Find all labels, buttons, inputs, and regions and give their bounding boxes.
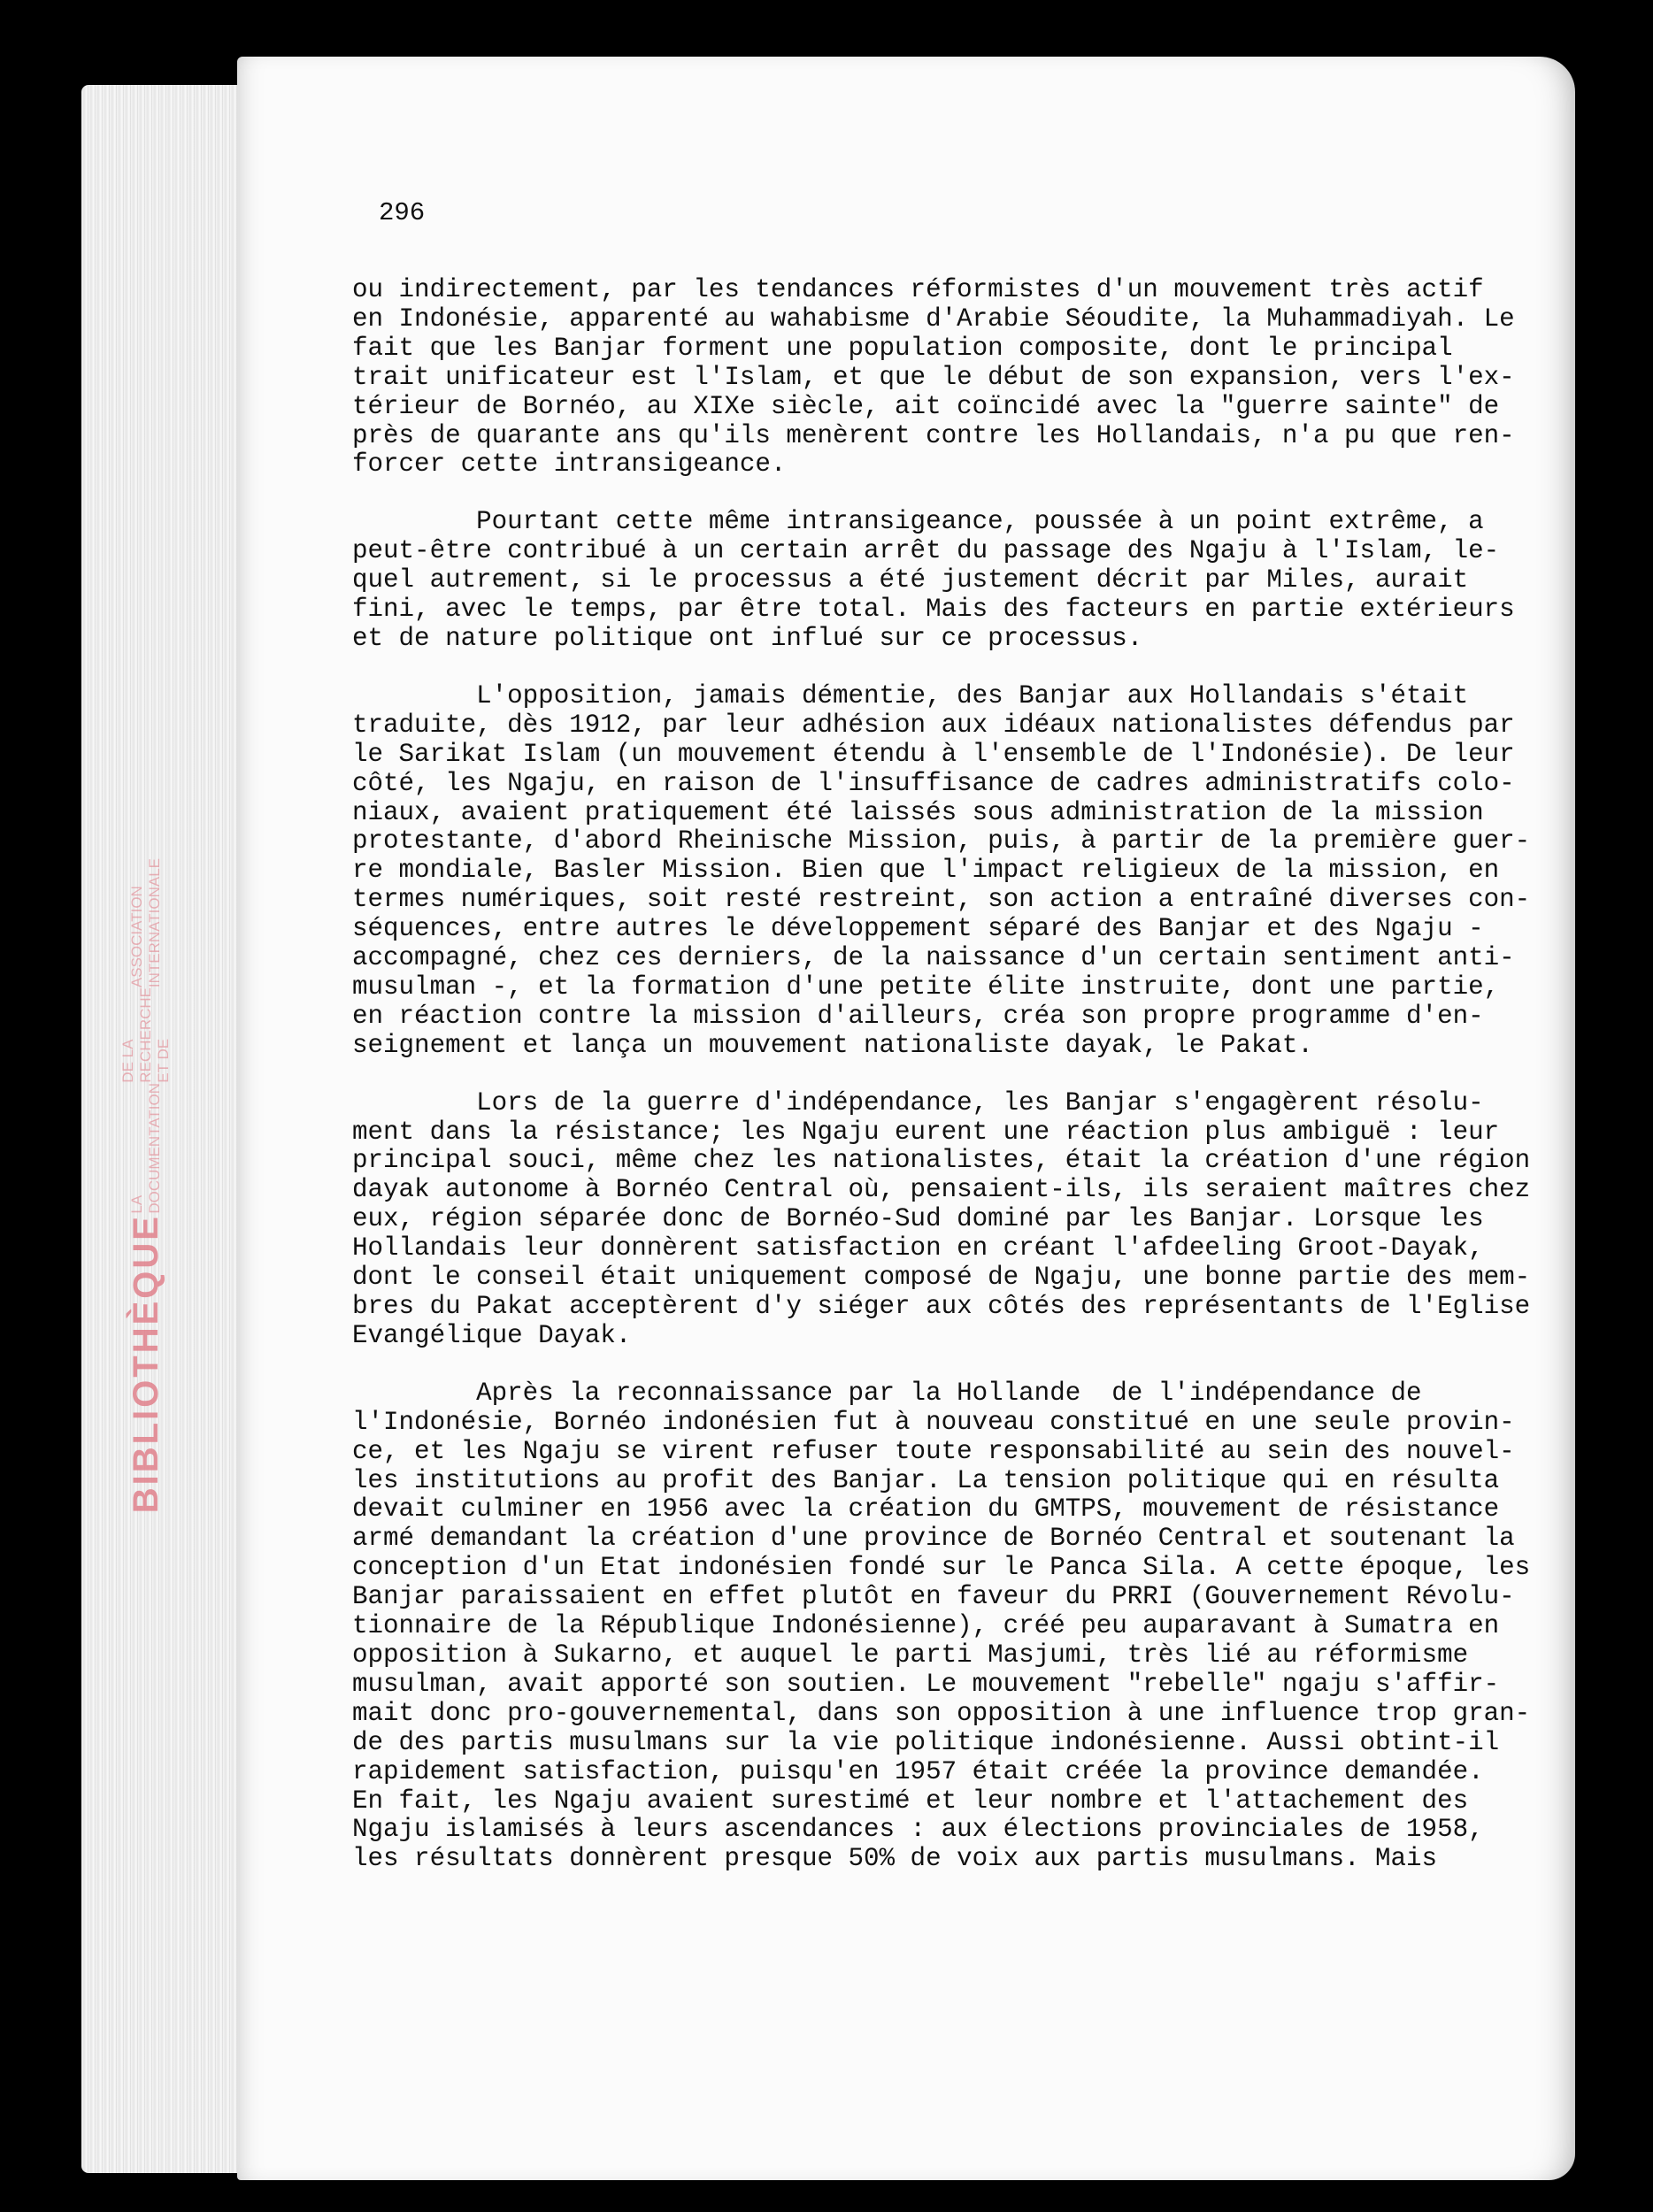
text-line: re mondiale, Basler Mission. Bien que l'impact religieux de la mission, en <box>352 856 1500 886</box>
text-line: Banjar paraissaient en effet plutôt en faveur du PRRI (Gouvernement Révolu- <box>352 1582 1515 1612</box>
stamp-subtext-line: LA DOCUMENTATION <box>128 1082 163 1214</box>
text-line: en Indonésie, apparenté au wahabisme d'Arabie Séoudite, la Muhammadiyah. Le <box>352 303 1515 334</box>
text-line: accompagné, chez ces derniers, de la naissance d'un certain sentiment anti- <box>352 943 1515 973</box>
text-line: En fait, les Ngaju avaient surestimé et leur nombre et l'attachement des <box>352 1786 1469 1816</box>
text-line: seignement et lança un mouvement nationaliste dayak, le Pakat. <box>352 1030 1313 1060</box>
text-line: eux, région séparée donc de Bornéo-Sud dominé par les Banjar. Lorsque les <box>352 1204 1484 1234</box>
paragraph <box>352 680 1531 1061</box>
text-line: protestante, d'abord Rheinische Mission, puis, à partir de la première guer- <box>352 826 1531 856</box>
text-line: Ngaju islamisés à leurs ascendances : aux élections provinciales de 1958, <box>352 1815 1484 1845</box>
text-line: tionnaire de la République Indonésienne), créé peu auparavant à Sumatra en <box>352 1611 1500 1641</box>
text-line: les résultats donnèrent presque 50% de voix aux partis musulmans. Mais <box>352 1844 1438 1874</box>
text-line: ment dans la résistance; les Ngaju eurent une réaction plus ambiguë : leur <box>352 1117 1500 1147</box>
text-line: trait unificateur est l'Islam, et que le début de son expansion, vers l'ex- <box>352 362 1515 392</box>
text-line: de des partis musulmans sur la vie politique indonésienne. Aussi obtint-il <box>352 1727 1500 1757</box>
text-line: Lors de la guerre d'indépendance, les Banjar s'engagèrent résolu- <box>352 1087 1484 1118</box>
text-line: opposition à Sukarno, et auquel le parti Masjumi, très lié au réformisme <box>352 1640 1469 1670</box>
text-line: mait donc pro-gouvernemental, dans son opposition à une influence trop gran- <box>352 1698 1531 1728</box>
text-line: près de quarante ans qu'ils menèrent contre les Hollandais, n'a pu que ren- <box>352 420 1515 450</box>
text-line: peut-être contribué à un certain arrêt du passage des Ngaju à l'Islam, le- <box>352 536 1500 566</box>
body-text <box>352 275 1531 1874</box>
page-number: 296 <box>379 198 426 227</box>
text-line: conception d'un Etat indonésien fondé sur le Panca Sila. A cette époque, les <box>352 1553 1531 1583</box>
stamp-subtext-line: DE LA RECHERCHE ET DE <box>119 987 172 1083</box>
text-line: dont le conseil était uniquement composé de Ngaju, une bonne partie des mem- <box>352 1263 1531 1293</box>
text-line: et de nature politique ont influé sur ce processus. <box>352 623 1143 653</box>
text-line: devait culminer en 1956 avec la création du GMTPS, mouvement de résistance <box>352 1494 1500 1525</box>
text-line: fait que les Banjar forment une population composite, dont le principal <box>352 333 1453 363</box>
paragraph <box>352 507 1515 654</box>
paragraph <box>352 275 1515 480</box>
text-line: bres du Pakat acceptèrent d'y siéger aux côtés des représentants de l'Eglise <box>352 1292 1531 1321</box>
text-line: ce, et les Ngaju se virent refuser toute responsabilité au sein des nouvel- <box>352 1436 1515 1466</box>
text-line: armé demandant la création d'une province de Bornéo Central et soutenant la <box>352 1524 1515 1554</box>
stamp-text: BIBLIOTHÈQUE <box>126 1213 165 1513</box>
text-line: traduite, dès 1912, par leur adhésion aux idéaux nationalistes défendus par <box>352 710 1515 740</box>
text-line: principal souci, même chez les nationalistes, était la création d'une région <box>352 1146 1531 1176</box>
text-line: l'Indonésie, Bornéo indonésien fut à nouveau constitué en une seule provin- <box>352 1407 1515 1437</box>
text-line: fini, avec le temps, par être total. Mais des facteurs en partie extérieurs <box>352 595 1515 625</box>
text-line: côté, les Ngaju, en raison de l'insuffisance de cadres administratifs colo- <box>352 768 1515 798</box>
stamp-subtext-line: ASSOCIATION INTERNATIONALE <box>128 858 163 988</box>
paragraph-gap <box>352 1061 1471 1089</box>
text-line: térieur de Bornéo, au XIXe siècle, ait coïncidé avec la "guerre sainte" de <box>352 391 1500 421</box>
text-line: dayak autonome à Bornéo Central où, pensaient-ils, ils seraient maîtres chez <box>352 1175 1531 1205</box>
text-line: termes numériques, soit resté restreint, son action a entraîné diverses con- <box>352 885 1531 915</box>
text-line: séquences, entre autres le développement séparé des Banjar et des Ngaju - <box>352 914 1484 944</box>
paragraph-gap <box>352 654 1471 682</box>
text-line: niaux, avaient pratiquement été laissés sous administration de la mission <box>352 797 1484 827</box>
text-line: musulman -, et la formation d'une petite élite instruite, dont une partie, <box>352 972 1500 1002</box>
text-line: musulman, avait apporté son soutien. Le mouvement "rebelle" ngaju s'affir- <box>352 1669 1500 1699</box>
text-line: Hollandais leur donnèrent satisfaction en créant l'afdeeling Groot-Dayak, <box>352 1233 1484 1263</box>
text-line: forcer cette intransigeance. <box>352 449 787 480</box>
paragraph <box>352 1378 1531 1874</box>
text-line: les institutions au profit des Banjar. La tension politique qui en résulta <box>352 1465 1500 1495</box>
text-line: ou indirectement, par les tendances réformistes d'un mouvement très actif <box>352 275 1484 304</box>
text-line: en réaction contre la mission d'ailleurs, créa son propre programme d'en- <box>352 1001 1484 1031</box>
text-line: rapidement satisfaction, puisqu'en 1957 était créée la province demandée. <box>352 1756 1484 1786</box>
paragraph <box>352 1087 1531 1351</box>
text-line: Pourtant cette même intransigeance, poussée à un point extrême, a <box>352 507 1484 537</box>
text-line: L'opposition, jamais démentie, des Banjar aux Hollandais s'était <box>352 680 1469 710</box>
text-line: Après la reconnaissance par la Hollande de l'indépendance de <box>352 1378 1422 1408</box>
paragraph-gap <box>352 1351 1471 1379</box>
paragraph-gap <box>352 480 1471 508</box>
text-line: Evangélique Dayak. <box>352 1320 632 1350</box>
text-line: le Sarikat Islam (un mouvement étendu à l'ensemble de l'Indonésie). De leur <box>352 739 1515 769</box>
library-stamp <box>97 858 195 1513</box>
text-line: quel autrement, si le processus a été justement décrit par Miles, aurait <box>352 565 1469 595</box>
